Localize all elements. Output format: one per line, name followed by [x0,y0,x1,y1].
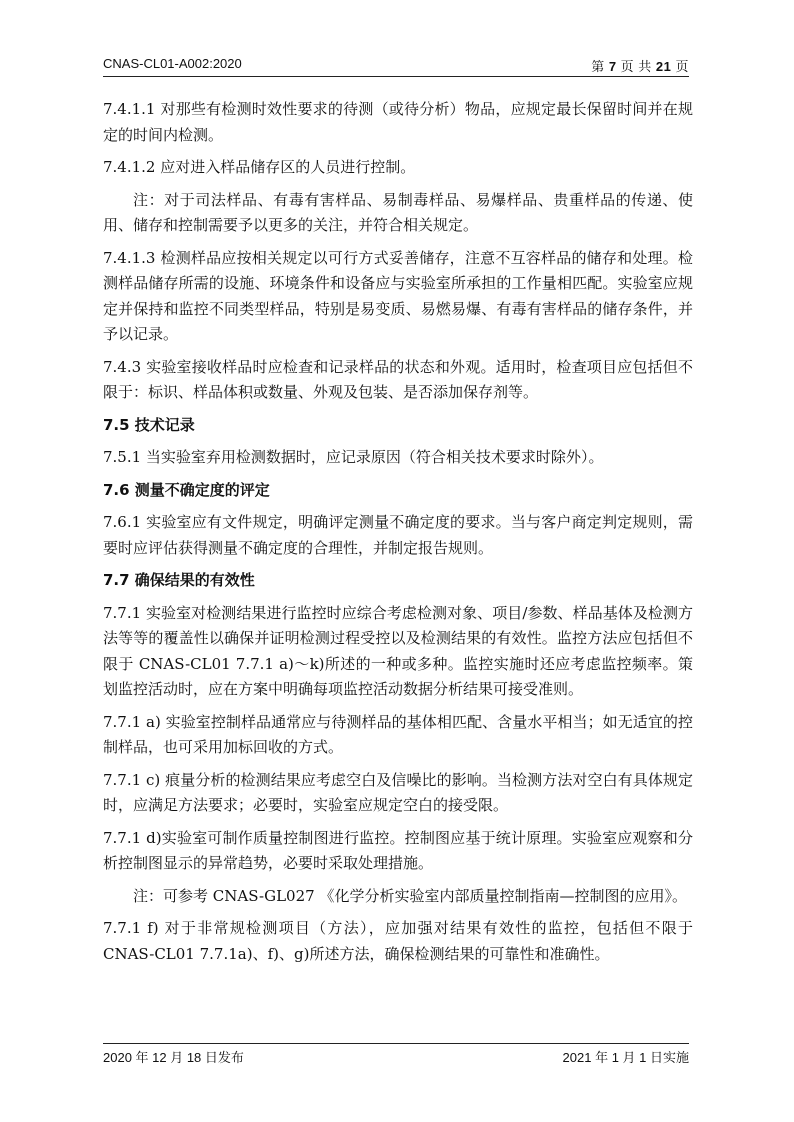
clause-7-7-1: 7.7.1 实验室对检测结果进行监控时应综合考虑检测对象、项目/参数、样品基体及检测方法等等的覆盖性以确保并证明检测过程受控以及检测结果的有效性。监控方法应包括但不限于 CNAS-CL01 7.7.1 a)～k)所述的一种或多种。监控实施时还应考虑监控频率。策划监控活动时，应在方案中明确每项监控活动数据分析结果可接受准则。 [103,603,693,698]
clause-7-7-1-d: 7.7.1 d)实验室可制作质量控制图进行监控。控制图应基于统计原理。实验室应观察和分析控制图显示的异常趋势，必要时采取处理措施。 [103,828,693,872]
page-footer [103,1043,689,1065]
clause-7-4-1-2: 7.4.1.2 应对进入样品储存区的人员进行控制。 [103,158,416,176]
page-number-prefix: 第 [591,59,609,74]
issue-date: 2020 年 12 月 18 日发布 [103,1050,244,1065]
page-total: 21 [655,59,672,74]
clause-7-6-1: 7.6.1 实验室应有文件规定，明确评定测量不确定度的要求。当与客户商定判定规则，需要时应评估获得测量不确定度的合理性，并制定报告规则。 [103,513,693,557]
clause-7-4-1-3: 7.4.1.3 检测样品应按相关规定以可行方式妥善储存，注意不互容样品的储存和处理。检测样品储存所需的设施、环境条件和设备应与实验室所承担的工作量相匹配。实验室应规定并保持和监控不同类型样品，特别是易变质、易燃易爆、有毒有害样品的储存条件，并予以记录。 [103,248,693,343]
section-heading-7-5: 7.5 技术记录 [103,415,195,434]
effective-date: 2021 年 1 月 1 日实施 [562,1050,689,1065]
clause-7-7-1-f: 7.7.1 f) 对于非常规检测项目（方法），应加强对结果有效性的监控，包括但不限于 CNAS-CL01 7.7.1a)、f)、g)所述方法，确保检测结果的可靠性和准确性。 [103,919,693,963]
page-current: 7 [608,59,617,74]
document-code: CNAS-CL01-A002:2020 [103,56,242,71]
page-number-middle: 页 共 [616,59,656,74]
note-7-7-1-d: 注：可参考 CNAS-GL027 《化学分析实验室内部质量控制指南—控制图的应用》。 [133,886,687,905]
document-body [103,97,693,974]
section-heading-7-6: 7.6 测量不确定度的评定 [103,480,270,499]
page-number-suffix: 页 [671,59,689,74]
note-7-4-1-2: 注：对于司法样品、有毒有害样品、易制毒样品、易爆样品、贵重样品的传递、使用、储存和控制需要予以更多的关注，并符合相关规定。 [103,190,693,234]
clause-7-7-1-c: 7.7.1 c) 痕量分析的检测结果应考虑空白及信噪比的影响。当检测方法对空白有具体规定时，应满足方法要求；必要时，实验室应规定空白的接受限。 [103,770,693,814]
page-number [591,56,689,75]
clause-7-5-1: 7.5.1 当实验室弃用检测数据时，应记录原因（符合相关技术要求时除外）。 [103,448,604,466]
section-heading-7-7: 7.7 确保结果的有效性 [103,571,255,589]
page-header [103,50,689,77]
clause-7-7-1-a: 7.7.1 a) 实验室控制样品通常应与待测样品的基体相匹配、含量水平相当；如无适宜的控制样品，也可采用加标回收的方式。 [103,712,693,756]
clause-7-4-1-1: 7.4.1.1 对那些有检测时效性要求的待测（或待分析）物品，应规定最长保留时间并在规定的时间内检测。 [103,100,693,144]
clause-7-4-3: 7.4.3 实验室接收样品时应检查和记录样品的状态和外观。适用时，检查项目应包括但不限于：标识、样品体积或数量、外观及包装、是否添加保存剂等。 [103,357,693,401]
